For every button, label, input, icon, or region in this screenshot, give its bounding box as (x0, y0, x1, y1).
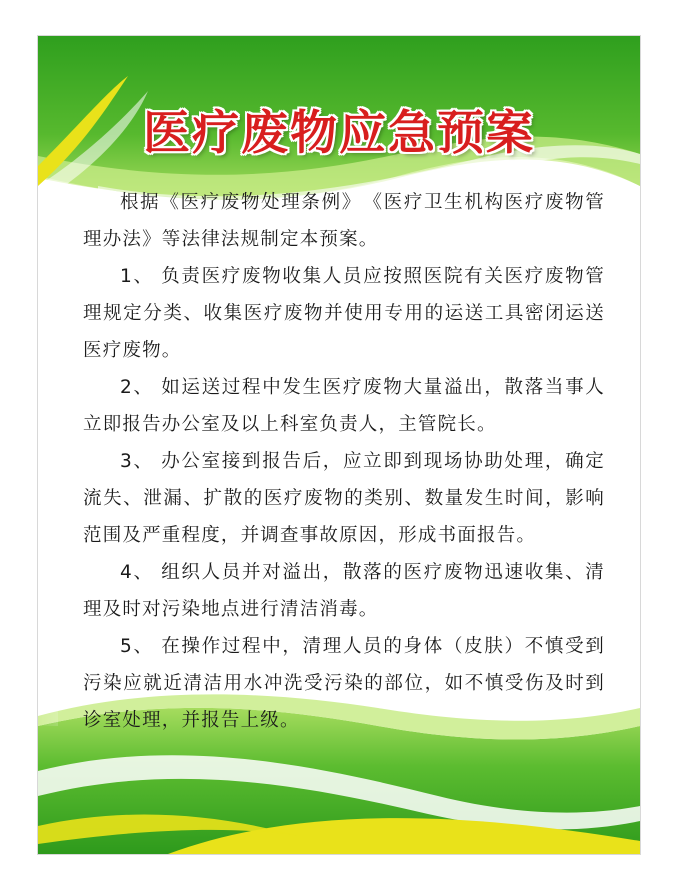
item-2-paragraph: 2、 如运送过程中发生医疗废物大量溢出，散落当事人立即报告办公室及以上科室负责人，主管院长。 (83, 377, 605, 435)
item-4-paragraph: 4、 组织人员并对溢出，散落的医疗废物迅速收集、清理及时对污染地点进行清洁消毒。 (83, 562, 605, 620)
item-5-paragraph: 5、 在操作过程中，清理人员的身体（皮肤）不慎受到污染应就近清洁用水冲洗受污染的部位，如不慎受伤及时到诊室处理，并报告上级。 (83, 636, 605, 731)
item-1-paragraph: 1、 负责医疗废物收集人员应按照医院有关医疗废物管理规定分类、收集医疗废物并使用专用的运送工具密闭运送医疗废物。 (83, 266, 605, 361)
page-title: 医疗废物应急预案 (143, 106, 535, 161)
intro-paragraph: 根据《医疗废物处理条例》 《医疗卫生机构医疗废物管理办法》等法律法规制定本预案。 (83, 192, 605, 250)
item-3-paragraph: 3、 办公室接到报告后，应立即到现场协助处理，确定流失、泄漏、扩散的医疗废物的类别、数量发生时间，影响范围及严重程度，并调查事故原因，形成书面报告。 (83, 451, 605, 546)
poster-body (83, 184, 605, 739)
poster-board (38, 36, 640, 854)
